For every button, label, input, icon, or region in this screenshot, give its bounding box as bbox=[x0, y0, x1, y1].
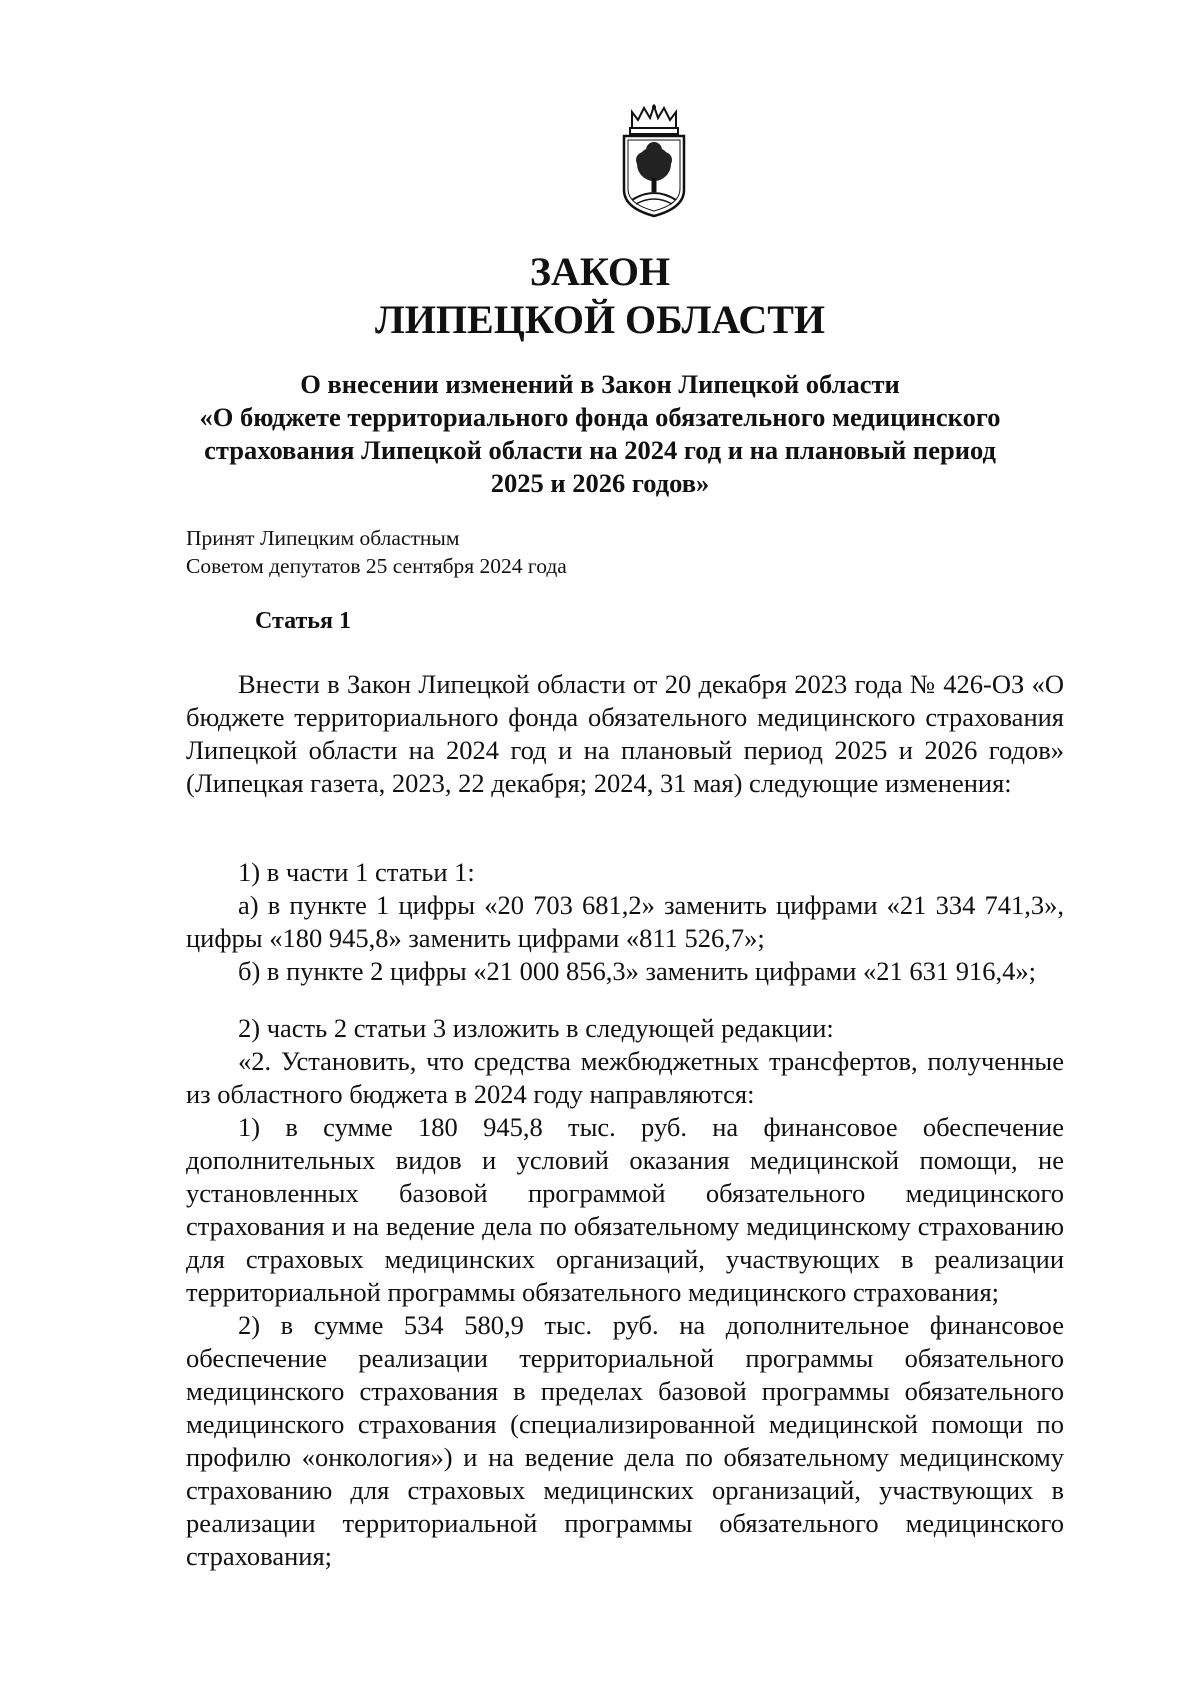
amendment-subitem: а) в пункте 1 цифры «20 703 681,2» заменить цифрами «21 334 741,3», цифры «180 945,8» заменить цифрами «811 526,7»; bbox=[186, 890, 1064, 953]
subtitle-line: О внесении изменений в Закон Липецкой области bbox=[300, 369, 900, 399]
subtitle-line: «О бюджете территориального фонда обязательного медицинского bbox=[199, 402, 1001, 432]
amendment-subitem: 2) в сумме 534 580,9 тыс. руб. на дополнительное финансовое обеспечение реализации территориальной программы обязательного медицинского страхования в пределах базовой программы обязательного медицинского страхования (специализированной медицинской помощи по профилю «онкология») и на ведение дела по обязательному медицинскому страхованию для страховых медицинских организаций, участвующих в реализации территориальной программы обязательного медицинского страхования; bbox=[186, 1310, 1064, 1571]
amendment-text: «2. Установить, что средства межбюджетных трансфертов, полученные из областного бюджета в 2024 году направляются: bbox=[186, 1046, 1064, 1109]
law-subtitle bbox=[160, 368, 1040, 500]
amendment-subitem: 1) в сумме 180 945,8 тыс. руб. на финансовое обеспечение дополнительных видов и условий оказания медицинской помощи, не установленных базовой программой обязательного медицинского страхования и на ведение дела по обязательному медицинскому страхованию для страховых медицинских организаций, участвующих в реализации территориальной программы обязательного медицинского страхования; bbox=[186, 1112, 1064, 1307]
adoption-note bbox=[186, 524, 567, 580]
law-title: ЗАКОН bbox=[529, 249, 671, 294]
adoption-line: Советом депутатов 25 сентября 2024 года bbox=[186, 554, 567, 578]
amendment-1-block bbox=[186, 856, 1064, 988]
amendment-item: 1) в части 1 статьи 1: bbox=[238, 857, 475, 887]
amendment-item: 2) часть 2 статьи 3 изложить в следующей редакции: bbox=[238, 1013, 834, 1043]
lipetsk-coat-of-arms-icon bbox=[614, 104, 694, 220]
adoption-line: Принят Липецким областным bbox=[186, 526, 460, 550]
amendment-2-block bbox=[186, 1012, 1064, 1573]
article-heading: Статья 1 bbox=[255, 608, 351, 634]
amendment-subitem: б) в пункте 2 цифры «21 000 856,3» заменить цифрами «21 631 916,4»; bbox=[238, 956, 1037, 986]
article-intro-paragraph: Внести в Закон Липецкой области от 20 декабря 2023 года № 426-ОЗ «О бюджете территориального фонда обязательного медицинского страхования Липецкой области на 2024 год и на плановый период 2025 и 2026 годов» (Липецкая газета, 2023, 22 декабря; 2024, 31 мая) следующие изменения: bbox=[186, 669, 1064, 798]
law-region-title: ЛИПЕЦКОЙ ОБЛАСТИ bbox=[375, 297, 825, 342]
article-intro-block bbox=[186, 668, 1064, 800]
subtitle-line: 2025 и 2026 годов» bbox=[490, 468, 710, 498]
subtitle-line: страхования Липецкой области на 2024 год и на плановый период bbox=[204, 435, 996, 465]
